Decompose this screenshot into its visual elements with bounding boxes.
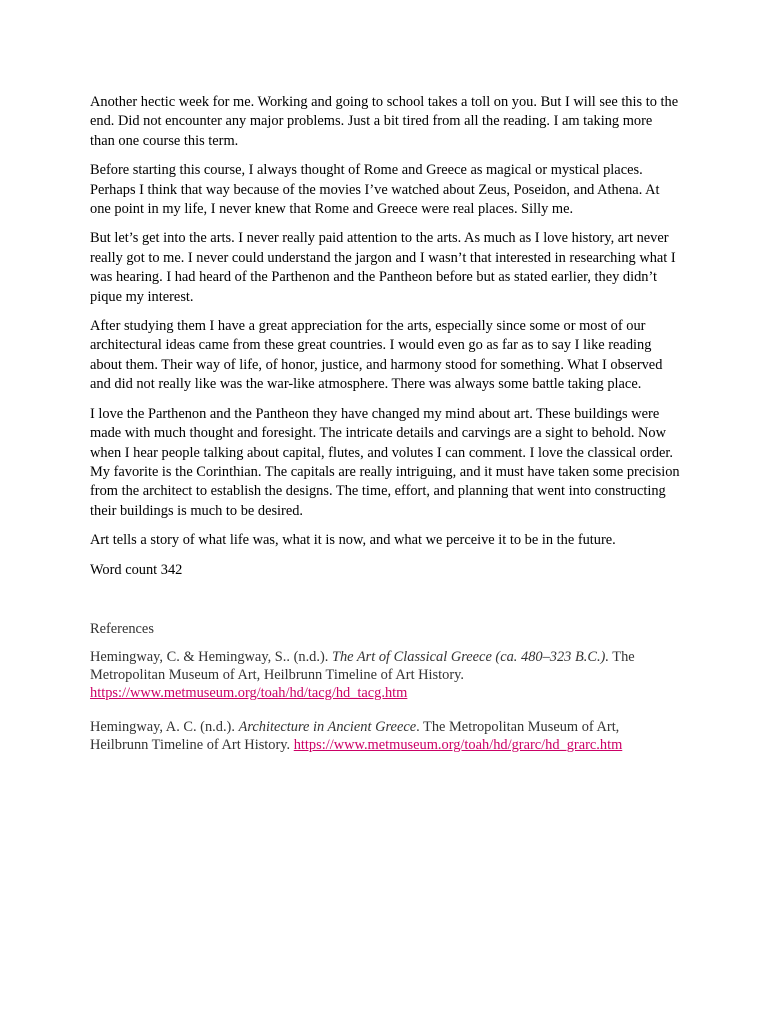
section-spacer (90, 590, 680, 620)
word-count: Word count 342 (90, 561, 183, 578)
body-paragraph-2: Before starting this course, I always thought of Rome and Greece as magical or mystical places. Perhaps I think that way because of the movies I’ve watched about Zeus, Poseidon, and Athena. At one point in my life, I never knew that Rome and Greece were real places. Silly me. (90, 162, 660, 218)
references-heading: References (90, 620, 154, 637)
reference-1-authors: Hemingway, C. & Hemingway, S.. (n.d.). (90, 649, 332, 666)
body-paragraph-5: I love the Parthenon and the Pantheon they have changed my mind about art. These buildings were made with much thought and foresight. The intricate details and carvings are a sight to behold. Now when I hear people talking about capital, flutes, and volutes I can comment. I love the classical order. My favorite is the Corinthian. The capitals are really intriguing, and it must have taken some precision from the architect to establish the designs. The time, effort, and planning that went into constructing their buildings is much to be desired. (90, 405, 680, 519)
reference-1-title: The Art of Classical Greece (ca. 480–323 B.C.). (331, 649, 609, 666)
reference-2-title: Architecture in Ancient Greece (238, 718, 417, 735)
reference-1-link[interactable]: https://www.metmuseum.org/toah/hd/tacg/hd_tacg.htm (90, 684, 408, 701)
document-body (90, 93, 680, 770)
reference-2-authors: Hemingway, A. C. (n.d.). (90, 718, 239, 735)
reference-entry-2 (90, 719, 680, 755)
body-paragraph-1: Another hectic week for me. Working and going to school takes a toll on you. But I will see this to the end. Did not encounter any major problems. Just a bit tired from all the reading. I am taking more than one course this term. (90, 94, 679, 149)
reference-2-link[interactable]: https://www.metmuseum.org/toah/hd/grarc/hd_grarc.htm (293, 736, 623, 753)
reference-entry-1 (90, 649, 680, 702)
reference-1-source: The Metropolitan Museum of Art, Heilbrunn Timeline of Art History. (90, 649, 635, 684)
body-paragraph-3: But let’s get into the arts. I never really paid attention to the arts. As much as I love history, art never really got to me. I never could understand the jargon and I wasn’t that interested in researching what I was hearing. I had heard of the Parthenon and the Pantheon before but as stated earlier, they didn’t pique my interest. (90, 230, 676, 305)
reference-2-source: . The Metropolitan Museum of Art, Heilbrunn Timeline of Art History. (90, 718, 620, 753)
body-paragraph-6: Art tells a story of what life was, what it is now, and what we perceive it to be in the future. (90, 532, 616, 549)
body-paragraph-4: After studying them I have a great appreciation for the arts, especially since some or most of our architectural ideas came from these great countries. I would even go as far as to say I like reading about them. Their way of life, of honor, justice, and harmony stood for something. What I observed and did not really like was the war-like atmosphere. There was always some battle taking place. (90, 318, 663, 393)
